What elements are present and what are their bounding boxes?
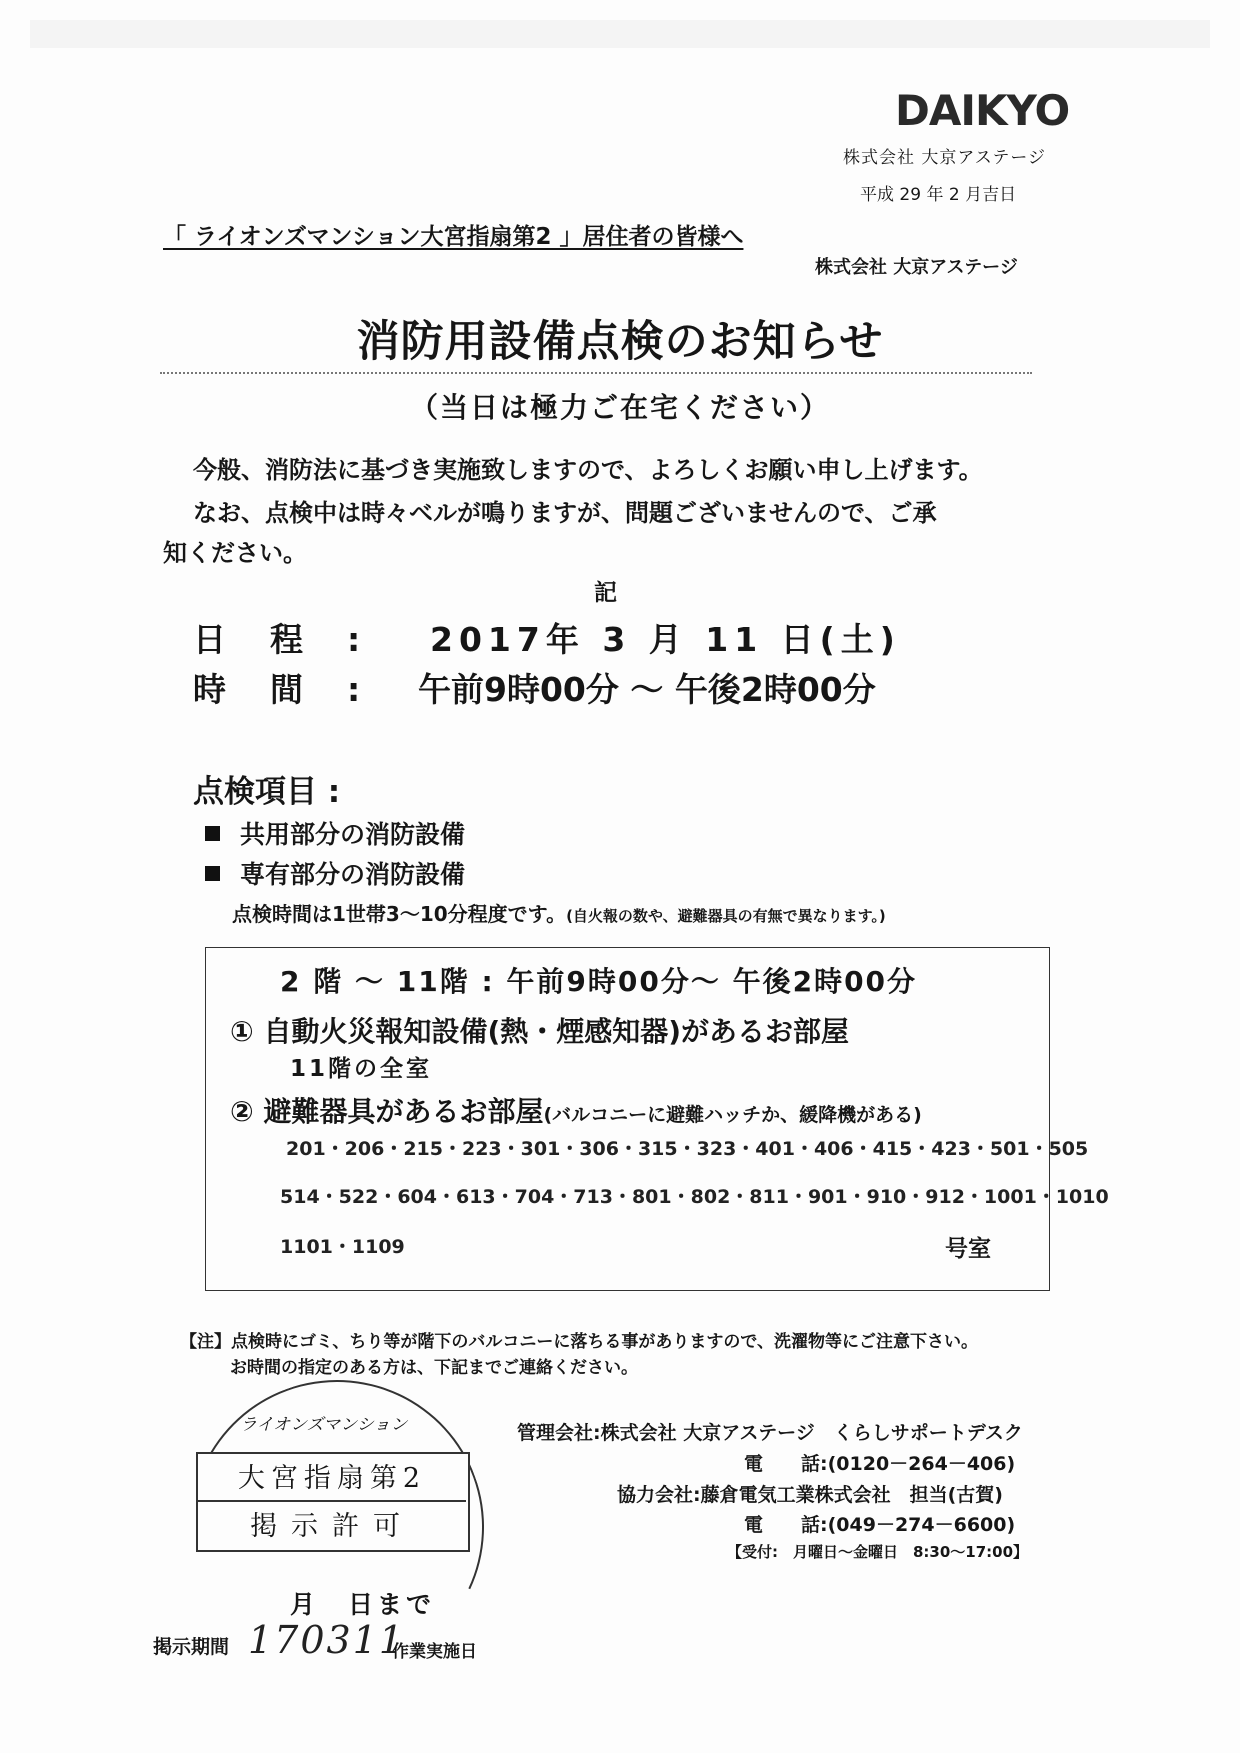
caution-line-2: お時間の指定のある方は、下記までご連絡ください。 bbox=[230, 1358, 638, 1378]
stamp-divider bbox=[196, 1500, 466, 1502]
contact-partner-phone: 電 話:(049－274－6600) bbox=[744, 1514, 1016, 1536]
room-suffix: 号室 bbox=[945, 1236, 991, 1262]
ki-heading: 記 bbox=[594, 580, 617, 606]
square-bullet-icon bbox=[205, 826, 220, 841]
contact-partner-company: 協力会社:藤倉電気工業株式会社 担当(古賀) bbox=[617, 1484, 1003, 1506]
room-list-line-2: 514・522・604・613・704・713・801・802・811・901・910・912・1001・1010 bbox=[280, 1186, 1109, 1208]
duration-remark: (自火報の数や、避難器具の有無で異なります。) bbox=[566, 907, 886, 925]
stamp-period-suffix: 作業実施日 bbox=[392, 1642, 477, 1662]
schedule-date-label: 日程: bbox=[193, 620, 405, 659]
square-bullet-icon bbox=[205, 866, 220, 881]
inspection-items-heading: 点検項目 : bbox=[193, 774, 341, 810]
fire-alarm-rooms-title: ① 自動火災報知設備(熱・煙感知器)があるお部屋 bbox=[230, 1015, 850, 1048]
evacuation-title-note: (バルコニーに避難ハッチか、緩降機がある) bbox=[543, 1104, 922, 1126]
notice-subtitle: （当日は極力ご在宅ください） bbox=[409, 391, 830, 424]
contact-management-company: 管理会社:株式会社 大京アステージ くらしサポートデスク bbox=[517, 1422, 1023, 1444]
daikyo-logo: DAIKYO bbox=[895, 86, 1070, 135]
issue-date: 平成 29 年 2 月吉日 bbox=[860, 185, 1017, 205]
logo-company-name: 株式会社 大京アステージ bbox=[843, 148, 1047, 168]
room-list-line-1: 201・206・215・223・301・306・315・323・401・406・415・423・501・505 bbox=[286, 1138, 1089, 1160]
body-line-2: なお、点検中は時々ベルが鳴りますが、問題ございませんので、ご承 bbox=[193, 499, 937, 527]
list-item-label: 共用部分の消防設備 bbox=[240, 820, 466, 849]
body-line-3: 知ください。 bbox=[163, 539, 307, 567]
stamp-line-2: 掲示許可 bbox=[250, 1511, 414, 1542]
caution-line-1: 【注】点検時にゴミ、ちり等が階下のバルコニーに落ちる事がありますので、洗濯物等にご注意下さい。 bbox=[180, 1332, 978, 1352]
scan-header-strip bbox=[30, 20, 1210, 48]
stamp-line-3: 月 日まで bbox=[290, 1590, 436, 1619]
inspection-duration-note bbox=[232, 898, 886, 927]
recipient-line: 「 ライオンズマンション大宮指扇第2 」居住者の皆様へ bbox=[163, 224, 744, 250]
list-item-label: 専有部分の消防設備 bbox=[240, 860, 466, 889]
stamp-period-label: 掲示期間 bbox=[153, 1636, 230, 1658]
evacuation-rooms-title bbox=[230, 1090, 922, 1130]
notice-title: 消防用設備点検のお知らせ bbox=[356, 317, 884, 367]
fire-alarm-rooms-detail: 11階の全室 bbox=[290, 1056, 433, 1082]
list-item bbox=[205, 815, 465, 851]
contact-management-phone: 電 話:(0120－264－406) bbox=[744, 1453, 1016, 1475]
stamp-period-date: 170311 bbox=[248, 1618, 406, 1662]
schedule-date-value: 2017年 3 月 11 日(土) bbox=[430, 620, 901, 659]
evacuation-title-text: ② 避難器具があるお部屋 bbox=[230, 1095, 544, 1128]
title-divider bbox=[160, 372, 1032, 374]
duration-text: 点検時間は1世帯3～10分程度です。 bbox=[232, 902, 567, 926]
list-item bbox=[205, 855, 465, 891]
stamp-building-name: ライオンズマンション bbox=[240, 1415, 408, 1435]
floor-time-range: 2 階 ～ 11階 : 午前9時00分～ 午後2時00分 bbox=[280, 965, 918, 998]
body-line-1: 今般、消防法に基づき実施致しますので、よろしくお願い申し上げます。 bbox=[193, 456, 983, 484]
contact-hours: 【受付: 月曜日～金曜日 8:30～17:00】 bbox=[727, 1543, 1029, 1561]
stamp-line-1: 大宮指扇第2 bbox=[237, 1463, 427, 1494]
sender-name: 株式会社 大京アステージ bbox=[815, 257, 1018, 278]
schedule-time-value: 午前9時00分 ～ 午後2時00分 bbox=[418, 670, 876, 709]
room-list-line-3: 1101・1109 bbox=[280, 1236, 405, 1258]
schedule-time-label: 時間: bbox=[193, 670, 405, 709]
